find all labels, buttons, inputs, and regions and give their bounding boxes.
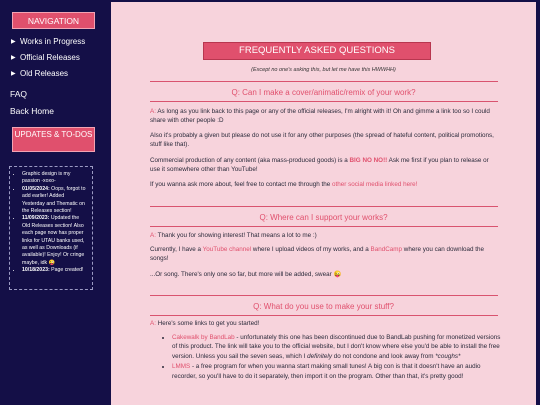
triangle-right-icon: ▶ [11, 71, 16, 77]
youtube-channel-link[interactable]: YouTube channel [202, 246, 252, 253]
question-heading: Q: Can I make a cover/animatic/remix of your work? [231, 88, 416, 97]
nav-item-label: Old Releases [20, 69, 69, 78]
navigation-header: NAVIGATION [12, 12, 95, 29]
list-item: • LMMS - a free program for when you wanna start making small tunes! A big con is that it doesn't have an audio recorder, so you'll have to do it separately, then import it on the program. Other than that, it's pretty good! [172, 362, 506, 381]
bandcamp-link[interactable]: BandCamp [370, 246, 403, 253]
answer-paragraph: Currently, I have a YouTube channel where I upload videos of my works, and a BandCamp where you can download the songs! [150, 246, 484, 263]
update-item: • 01/05/2024: Oops, forgot to add earlier! Added Yesterday and Thematic on the Releases section! [22, 186, 88, 216]
answer-paragraph: Commercial production of any content (aka mass-produced goods) is a BIG NO NO!! Ask me first if you plan to release or use it somewhere other than YouTube! [150, 157, 489, 174]
update-item: • 10/18/2023: Page created! [22, 267, 88, 274]
emphasis-text: BIG NO NO!! [349, 157, 388, 164]
social-media-link[interactable]: other social media linked here! [332, 181, 418, 188]
question-heading: Q: What do you use to make your stuff? [253, 302, 394, 311]
question-divider [150, 315, 498, 316]
triangle-right-icon: ▶ [11, 39, 16, 45]
question-heading: Q: Where can I support your works? [259, 213, 388, 222]
update-item: • Graphic design is my passion -xoxo- [22, 171, 88, 186]
sidebar [0, 0, 105, 405]
main-content [111, 2, 536, 405]
cakewalk-link[interactable]: Cakewalk by BandLab [172, 334, 235, 341]
answer-paragraph: A: Here's some links to get you started! [150, 320, 260, 327]
updates-list-box [9, 166, 93, 290]
update-date: 10/18/2023: [22, 267, 50, 274]
answer-label: A: [150, 320, 156, 327]
updates-header: UPDATES & TO-DOS [12, 127, 95, 152]
question-divider [150, 295, 498, 296]
update-date: 01/05/2024: [22, 185, 50, 192]
tools-list [165, 333, 506, 382]
nav-item-works-in-progress[interactable] [11, 36, 85, 52]
page-title: FREQUENTLY ASKED QUESTIONS [203, 42, 431, 60]
list-item: • Cakewalk by BandLab - unfortunately this one has been discontinued due to BandLab pushing for monetized versions of this product. The link will take you to the official website, but I don't know where else you'd be able to install the free version. Unless you sail the seven seas, which I definitely do not condone and look away from *coughs* [172, 333, 506, 361]
lmms-link[interactable]: LMMS [172, 363, 191, 371]
answer-paragraph: ...Or song. There's only one so far, but more will be added, swear 😜 [150, 271, 342, 278]
question-divider [150, 206, 498, 207]
nav-item-label: Official Releases [20, 53, 80, 62]
answer-label: A: [150, 108, 156, 115]
triangle-right-icon: ▶ [11, 55, 16, 61]
answer-paragraph: Also it's probably a given but please do not use it for any other purposes (the spread of hateful content, political promotions, stuff like that). [150, 132, 494, 149]
back-home-link[interactable]: Back Home [10, 106, 54, 116]
question-divider [150, 226, 498, 227]
answer-paragraph: A: As long as you link back to this page or any of the official releases, I'm alright with it! Oh and gimme a link too so I could share with other people :D [150, 108, 490, 125]
faq-link[interactable]: FAQ [10, 89, 28, 99]
page-subtitle: (Except no one's asking this, but let me have this HWWHH) [251, 67, 396, 73]
nav-item-label: Works in Progress [20, 37, 86, 46]
update-date: 11/09/2023: [22, 215, 50, 222]
question-divider [150, 101, 498, 102]
answer-paragraph: If you wanna ask more about, feel free to contact me through the other social media linked here! [150, 181, 418, 188]
answer-paragraph: A: Thank you for showing interest! That means a lot to me :) [150, 232, 317, 239]
update-item: • 11/09/2023: Updated the Old Releases section! Also each page now has proper links for UTAU banks used, as well as Downloads (if available)! Enjoy! Or cringe maybe, idk 😜 [22, 215, 88, 267]
nav-item-official-releases[interactable] [11, 52, 85, 68]
question-divider [150, 81, 498, 82]
nav-list [11, 36, 85, 84]
nav-item-old-releases[interactable] [11, 68, 85, 84]
answer-label: A: [150, 232, 156, 239]
